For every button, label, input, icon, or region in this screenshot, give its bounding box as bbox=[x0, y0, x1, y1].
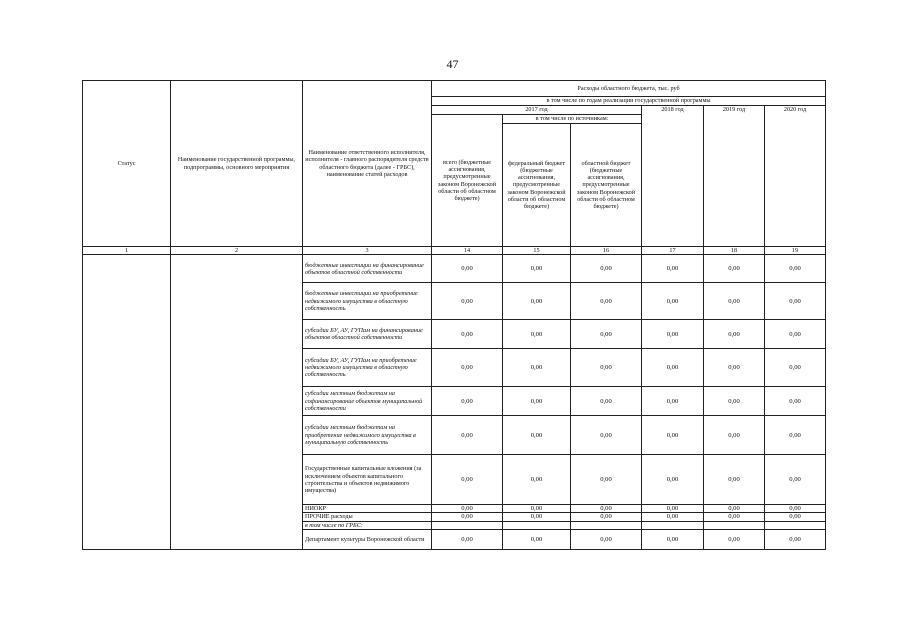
header-year-2020: 2020 год bbox=[765, 106, 826, 247]
row-value: 0,00 bbox=[503, 513, 571, 521]
row-value: 0,00 bbox=[765, 505, 826, 513]
header-federal: федеральный бюджет (бюджетные ассигнования, предусмотренные законом Воронежской области об областном бюджете) bbox=[503, 124, 571, 247]
row-label: в том числе по ГРБС: bbox=[303, 521, 432, 529]
header-year-2017: 2017 год bbox=[432, 106, 642, 115]
program-name-cell bbox=[171, 255, 303, 550]
row-value: 0,00 bbox=[642, 387, 704, 416]
row-value: 0,00 bbox=[704, 416, 765, 455]
row-value bbox=[571, 521, 642, 529]
row-value: 0,00 bbox=[765, 455, 826, 505]
row-value: 0,00 bbox=[432, 505, 503, 513]
row-value: 0,00 bbox=[571, 505, 642, 513]
row-value: 0,00 bbox=[642, 505, 704, 513]
row-value: 0,00 bbox=[503, 505, 571, 513]
col-number: 1 bbox=[83, 247, 171, 255]
row-value: 0,00 bbox=[503, 387, 571, 416]
row-label: бюджетные инвестиции на приобретение недвижимого имущества в областную собственность bbox=[303, 283, 432, 320]
row-value: 0,00 bbox=[503, 529, 571, 549]
col-number: 3 bbox=[303, 247, 432, 255]
col-number: 18 bbox=[704, 247, 765, 255]
row-value: 0,00 bbox=[765, 283, 826, 320]
header-by-sources: в том числе по источникам: bbox=[503, 115, 642, 124]
row-value: 0,00 bbox=[432, 283, 503, 320]
row-value: 0,00 bbox=[571, 349, 642, 387]
row-value bbox=[704, 521, 765, 529]
header-program-name: Наименование государственной программы, подпрограммы, основного мероприятия bbox=[171, 81, 303, 247]
row-value: 0,00 bbox=[765, 529, 826, 549]
row-value: 0,00 bbox=[503, 283, 571, 320]
row-label: бюджетные инвестиции на финансирование объектов областной собственности bbox=[303, 255, 432, 283]
row-value: 0,00 bbox=[571, 387, 642, 416]
row-value: 0,00 bbox=[765, 416, 826, 455]
row-value: 0,00 bbox=[765, 387, 826, 416]
row-value: 0,00 bbox=[704, 255, 765, 283]
row-value: 0,00 bbox=[432, 349, 503, 387]
row-value bbox=[642, 521, 704, 529]
header-expenses: Расходы областного бюджета, тыс. руб bbox=[432, 81, 826, 97]
row-value: 0,00 bbox=[765, 349, 826, 387]
status-cell bbox=[83, 255, 171, 550]
col-number: 2 bbox=[171, 247, 303, 255]
row-value: 0,00 bbox=[503, 416, 571, 455]
row-value: 0,00 bbox=[704, 505, 765, 513]
row-value: 0,00 bbox=[704, 349, 765, 387]
row-value: 0,00 bbox=[432, 529, 503, 549]
col-number: 16 bbox=[571, 247, 642, 255]
row-label: субсидии местным бюджетам на софинансирование объектов муниципальной собственности bbox=[303, 387, 432, 416]
row-value: 0,00 bbox=[704, 387, 765, 416]
row-value bbox=[503, 521, 571, 529]
header-year-2019: 2019 год bbox=[704, 106, 765, 247]
row-value: 0,00 bbox=[571, 283, 642, 320]
row-value: 0,00 bbox=[642, 513, 704, 521]
row-label: субсидии БУ, АУ, ГУПам на приобретение недвижимого имущества в областную собственность bbox=[303, 349, 432, 387]
row-value: 0,00 bbox=[642, 320, 704, 349]
row-value: 0,00 bbox=[571, 255, 642, 283]
row-value: 0,00 bbox=[704, 529, 765, 549]
header-total: всего (бюджетные ассигнования, предусмотренные законом Воронежской области об областном бюджете) bbox=[432, 115, 503, 247]
col-number: 15 bbox=[503, 247, 571, 255]
row-value: 0,00 bbox=[432, 255, 503, 283]
row-label: субсидии местным бюджетам на приобретение недвижимого имущества в муниципальную собственность bbox=[303, 416, 432, 455]
row-value: 0,00 bbox=[765, 320, 826, 349]
row-value: 0,00 bbox=[642, 255, 704, 283]
row-value: 0,00 bbox=[704, 283, 765, 320]
col-number: 17 bbox=[642, 247, 704, 255]
row-label: субсидии БУ, АУ, ГУПам на финансирование объектов областной собственности bbox=[303, 320, 432, 349]
row-value: 0,00 bbox=[704, 320, 765, 349]
row-value: 0,00 bbox=[432, 416, 503, 455]
row-value: 0,00 bbox=[571, 416, 642, 455]
row-value: 0,00 bbox=[642, 455, 704, 505]
row-value: 0,00 bbox=[432, 320, 503, 349]
row-value: 0,00 bbox=[571, 455, 642, 505]
row-value: 0,00 bbox=[571, 529, 642, 549]
header-by-years: в том числе по годам реализации государственной программы bbox=[432, 97, 826, 106]
row-label: Государственные капитальные вложения (за исключением объектов капитального строительства и объектов недвижимого имущества) bbox=[303, 455, 432, 505]
row-value: 0,00 bbox=[704, 455, 765, 505]
row-value bbox=[432, 521, 503, 529]
col-number: 14 bbox=[432, 247, 503, 255]
header-regional: областной бюджет (бюджетные ассигнования, предусмотренные законом Воронежской области об областном бюджете) bbox=[571, 124, 642, 247]
row-value: 0,00 bbox=[642, 529, 704, 549]
col-number: 19 bbox=[765, 247, 826, 255]
header-year-2018: 2018 год bbox=[642, 106, 704, 247]
row-value: 0,00 bbox=[642, 283, 704, 320]
row-value: 0,00 bbox=[571, 320, 642, 349]
row-value: 0,00 bbox=[432, 387, 503, 416]
header-status: Статус bbox=[83, 81, 171, 247]
row-value: 0,00 bbox=[503, 349, 571, 387]
row-value: 0,00 bbox=[642, 416, 704, 455]
row-value: 0,00 bbox=[503, 255, 571, 283]
row-label: ПРОЧИЕ расходы bbox=[303, 513, 432, 521]
header-executor: Наименование ответственного исполнителя, исполнителя - главного распорядителя средств областного бюджета (далее - ГРБС), наименование статей расходов bbox=[303, 81, 432, 247]
row-value: 0,00 bbox=[765, 255, 826, 283]
row-value: 0,00 bbox=[503, 455, 571, 505]
row-value: 0,00 bbox=[571, 513, 642, 521]
row-value: 0,00 bbox=[765, 513, 826, 521]
row-value bbox=[765, 521, 826, 529]
row-value: 0,00 bbox=[503, 320, 571, 349]
row-value: 0,00 bbox=[642, 349, 704, 387]
budget-table bbox=[82, 80, 826, 550]
row-label: Департамент культуры Воронежской области bbox=[303, 529, 432, 549]
page-number: 47 bbox=[446, 57, 459, 71]
row-value: 0,00 bbox=[432, 513, 503, 521]
row-label: НИОКР bbox=[303, 505, 432, 513]
row-value: 0,00 bbox=[432, 455, 503, 505]
row-value: 0,00 bbox=[704, 513, 765, 521]
